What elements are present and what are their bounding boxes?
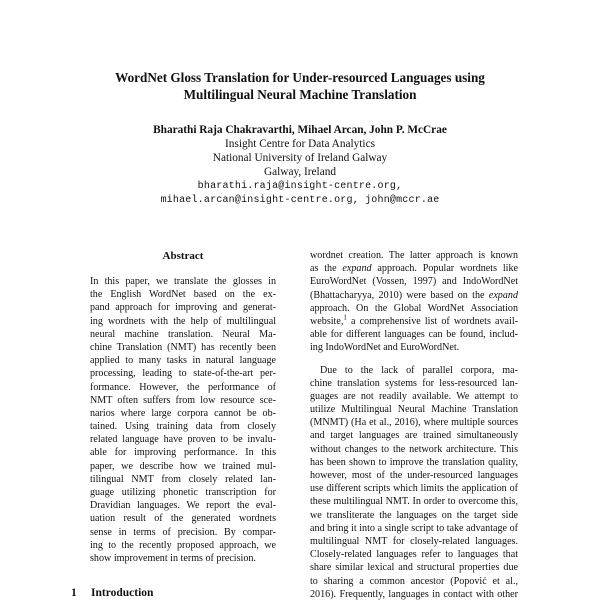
body-line: wordnet creation. The latter approach is known [310,250,518,261]
body-line: and target languages are trained simultaneously [310,430,518,442]
body-line: has been shown to improve the translation quality, [310,456,518,468]
abstract-line: Dravidian languages. We report the eval- [90,500,276,512]
abstract-line: guage utilizing phonetic transcription for [90,487,276,498]
abstract-line: related language have proven to be invalu- [90,434,276,446]
title-line: WordNet Gloss Translation for Under-resourced Languages using [115,70,485,85]
body-line: Closely-related languages refer to languages that [310,549,518,561]
abstract-line: In this paper, we translate the glosses in [90,276,276,287]
body-line: able for different languages can be found, includ- [310,329,518,341]
body-line: we transliterate the languages on the target side [310,509,518,521]
abstract-line: tained. Using training data from closely [90,421,276,433]
affiliation-line: National University of Ireland Galway [212,152,388,164]
body-line: website,$^1$ a comprehensive list of wordnets avail- [310,313,518,327]
emphasis: expand [342,263,372,275]
body-line: these multilingual NMT. In order to overcome this, [310,496,518,508]
email-line: mihael.arcan@insight-centre.org, john@mccr.ae [160,195,440,206]
body-line: share similar lexical and structural properties due [310,562,518,574]
body-line: utilize Multilingual Neural Machine Translation [310,404,518,416]
body-line: EuroWordNet (Vossen, 1997) and IndoWordNet [310,276,518,288]
abstract-line: ing to the recently proposed approach, we [90,539,276,551]
abstract-line: ing wordnets with the help of multilingual [90,315,276,327]
abstract-line: formance. However, the performance of [90,381,276,393]
body-line: however, most of the under-resourced languages [310,470,518,481]
abstract-line: show improvement in terms of precision. [90,552,256,564]
abstract-line: processing, leading to state-of-the-art per- [90,368,276,380]
emphasis: expand [488,289,518,301]
body-line: guages are not readily available. We attempt to [310,390,518,402]
author-list: Bharathi Raja Chakravarthi, Mihael Arcan, John P. McCrae [153,124,447,136]
body-line: without changes to the network architecture. This [310,443,518,455]
affiliation-line: Galway, Ireland [263,166,337,178]
author-emails [0,180,600,208]
body-line: approach. On the Global WordNet Association [310,302,518,314]
abstract-line: applied to many tasks in natural language [90,355,276,367]
abstract-line: able for improving performance. In this [90,447,276,459]
section-title: Introduction [91,587,154,599]
body-line: and bring it into a single script to take advantage of [310,522,518,534]
body-line: multilingual NMT for closely-related languages. [310,535,518,547]
body-line: (MNMT) (Ha et al., 2016), where multiple sources [310,417,518,429]
body-line: to sharing a common ancestor (Popović et al., [310,575,518,587]
abstract-body [90,275,276,565]
email-line: bharathi.raja@insight-centre.org, [197,181,403,192]
body-line: 2016). Frequently, languages in contact with other [310,588,518,600]
body-line: use different scripts which limits the application of [310,483,518,495]
affiliation-line: Insight Centre for Data Analytics [225,138,375,150]
affiliation [0,137,600,179]
abstract-line: paper, we describe how we trained mul- [90,460,276,472]
paper-title [0,69,600,103]
body-line: Due to the lack of parallel corpora, ma- [320,364,518,376]
section-heading-introduction [71,586,153,600]
body-line: chine translation systems for less-resourced lan- [310,377,518,389]
abstract-line: pand approach for improving and generat- [90,302,276,314]
abstract-line: uation result of the generated wordnets [90,513,276,525]
body-line: (Bhattacharyya, 2010) were based on the expand [310,289,518,301]
right-column [310,249,518,601]
abstract-line: neural machine translation. Neural Ma- [90,328,276,340]
abstract-heading: Abstract [162,250,204,262]
abstract-line: the English WordNet based on the ex- [90,289,276,301]
title-line: Multilingual Neural Machine Translation [183,87,417,102]
section-number: 1 [71,587,77,599]
footnote-mark[interactable]: 1 [343,313,347,322]
abstract-line: chine Translation (NMT) has recently been [90,341,276,353]
body-line: ing IndoWordNet and EuroWordNet. [310,342,460,354]
abstract-line: tilingual NMT from closely related lan- [90,473,276,485]
body-line: as the expand approach. Popular wordnets like [310,263,518,275]
abstract-line: sense in terms of precision. By compar- [90,526,276,538]
abstract-line: NMT often suffers from low resource sce- [90,394,276,406]
abstract-line: narios where large corpora cannot be ob- [90,407,276,419]
